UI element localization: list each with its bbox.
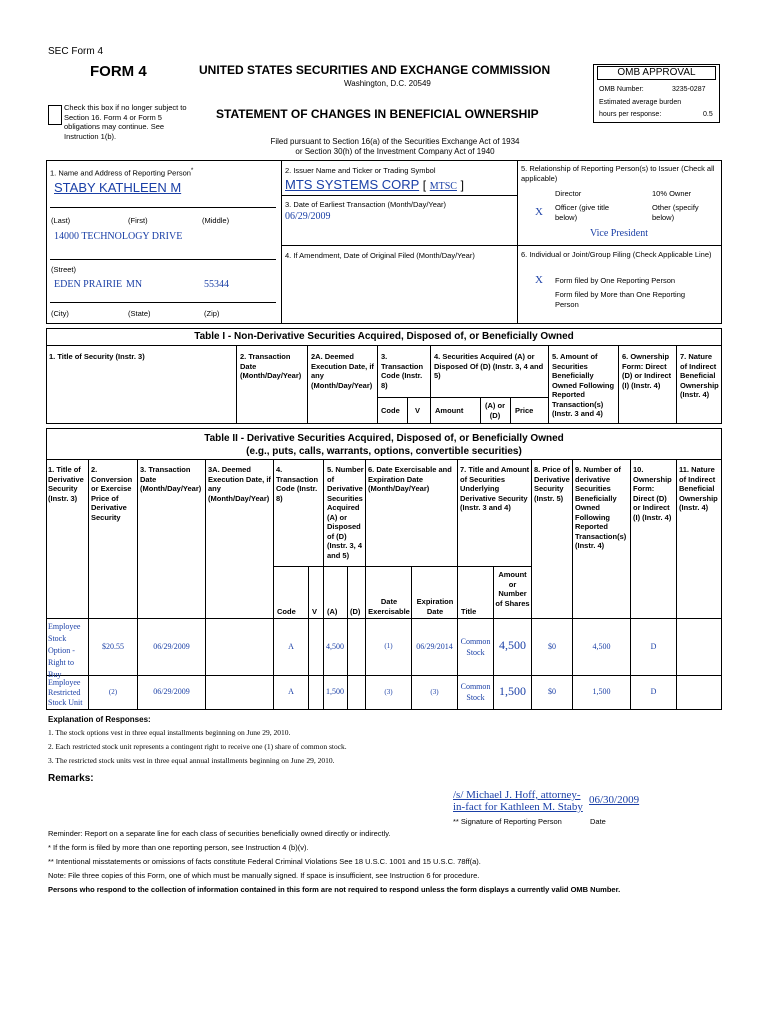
table2-title: Table II - Derivative Securities Acquired, Disposed of, or Beneficially Owned <box>204 433 564 444</box>
filed-pursuant-line2: or Section 30(h) of the Investment Company Act of 1940 <box>295 147 495 156</box>
agency-location: Washington, D.C. 20549 <box>344 79 431 88</box>
table-row-2-exercisable: (3) <box>384 688 393 696</box>
table-row-2-underlying-title: Common Stock <box>460 682 491 702</box>
t2-h3a: 3A. Deemed Execution Date, if any (Month/Day/Year) <box>208 465 271 503</box>
officer-option: Officer (give title below) <box>555 203 610 222</box>
table-row-1-date: 06/29/2009 <box>153 642 190 651</box>
table-row-1-exercisable: (1) <box>384 642 393 650</box>
one-person-option: Form filed by One Reporting Person <box>555 276 676 285</box>
issuer-line: MTS SYSTEMS CORP [ MTSC ] <box>285 177 464 192</box>
t1-h4: 4. Securities Acquired (A) or Disposed Of (D) (Instr. 3, 4 and 5) <box>434 352 544 380</box>
zip-label: (Zip) <box>204 309 220 318</box>
table-row-1-title: Employee Stock Option - Right to Buy <box>48 622 81 679</box>
table-row-2-underlying-amount: 1,500 <box>499 684 526 698</box>
earliest-transaction-date: 06/29/2009 <box>285 211 331 222</box>
box1-label: 1. Name and Address of Reporting Person* <box>50 167 194 178</box>
ten-percent-owner-option: 10% Owner <box>652 189 692 198</box>
t2-h7: 7. Title and Amount of Securities Underlying Derivative Security (Instr. 3 and 4) <box>460 465 530 512</box>
table-row-2-price: (2) <box>108 688 118 696</box>
filed-pursuant-line1: Filed pursuant to Section 16(a) of the Securities Exchange Act of 1934 <box>270 137 520 146</box>
last-label: (Last) <box>51 216 71 225</box>
omb-title: OMB APPROVAL <box>617 67 696 78</box>
table2-subtitle: (e.g., puts, calls, warrants, options, convertible securities) <box>246 446 522 457</box>
table-row-2-owned: 1,500 <box>592 687 611 696</box>
t2-h5: 5. Number of Derivative Securities Acquired (A) or Disposed of (D) (Instr. 3, 4 and 5) <box>327 465 364 560</box>
t1-v: V <box>415 406 421 415</box>
omb-number-label: OMB Number: <box>599 86 644 93</box>
signature-line1: /s/ Michael J. Hoff, attorney- <box>453 789 581 801</box>
t2-h4: 4. Transaction Code (Instr. 8) <box>276 465 319 503</box>
signature-label: ** Signature of Reporting Person <box>453 817 562 826</box>
box2-label: 2. Issuer Name and Ticker or Trading Symbol <box>285 166 436 175</box>
t2-h8: 8. Price of Derivative Security (Instr. 5) <box>534 465 570 503</box>
first-label: (First) <box>128 216 148 225</box>
table-row-1-underlying-title: Common Stock <box>460 637 491 657</box>
city-value: EDEN PRAIRIE <box>54 279 123 290</box>
box5-label: 5. Relationship of Reporting Person(s) to Issuer (Check all applicable) <box>521 164 715 183</box>
sec-form-label: SEC Form 4 <box>48 46 104 57</box>
t2-a: (A) <box>327 607 338 616</box>
t1-h2a: 2A. Deemed Execution Date, if any (Month/Day/Year) <box>311 352 374 390</box>
remarks-title: Remarks: <box>48 773 94 784</box>
t2-h1: 1. Title of Derivative Security (Instr. 3) <box>48 465 84 503</box>
officer-check-mark[interactable]: X <box>535 206 543 218</box>
t2-amount-shares: Amount or Number of Shares <box>495 570 530 608</box>
t1-aord: (A) or (D) <box>485 401 505 420</box>
omb-burden-label: Estimated average burden <box>599 99 682 106</box>
table-row-2-amount: 1,500 <box>326 687 344 696</box>
zip-value: 55344 <box>204 279 229 290</box>
t2-h2: 2. Conversion or Exercise Price of Derivative Security <box>91 465 133 522</box>
date-label: Date <box>590 817 606 826</box>
city-label: (City) <box>51 309 69 318</box>
t2-h9: 9. Number of derivative Securities Beneficially Owned Following Reported Transaction(s) (Instr. 4) <box>575 465 627 550</box>
t2-title-col: Title <box>461 607 477 616</box>
footer-note-4: Persons who respond to the collection of information contained in this form are not required to respond unless the form displays a currently valid OMB Number. <box>48 885 621 894</box>
table-row-2-date: 06/29/2009 <box>153 687 190 696</box>
explanation-title: Explanation of Responses: <box>48 715 151 724</box>
t2-h10: 10. Ownership Form: Direct (D) or Indirect (I) (Instr. 4) <box>633 465 672 522</box>
table-row-1-form: D <box>650 642 657 651</box>
t2-d: (D) <box>350 607 361 616</box>
multi-person-option: Form filed by More than One Reporting Person <box>555 290 686 309</box>
table-row-1-code: A <box>288 642 294 651</box>
t2-code: Code <box>277 607 296 616</box>
box3-label: 3. Date of Earliest Transaction (Month/Day/Year) <box>285 200 447 209</box>
state-label: (State) <box>128 309 151 318</box>
t2-date-exercisable: Date Exercisable <box>368 597 410 616</box>
t1-h2: 2. Transaction Date (Month/Day/Year) <box>240 352 302 380</box>
no-longer-subject-checkbox[interactable] <box>48 105 62 125</box>
signature-line2: in-fact for Kathleen M. Staby <box>453 801 583 813</box>
table-row-1-expiration: 06/29/2014 <box>416 642 453 651</box>
table-row-2-form: D <box>650 687 657 696</box>
table1-title: Table I - Non-Derivative Securities Acquired, Disposed of, or Beneficially Owned <box>194 331 574 342</box>
t1-h7: 7. Nature of Indirect Beneficial Ownership (Instr. 4) <box>680 352 719 399</box>
table-row-1-owned: 4,500 <box>592 642 611 651</box>
table-row-2-expiration: (3) <box>430 688 439 696</box>
t1-h1: 1. Title of Security (Instr. 3) <box>49 352 145 361</box>
table-row-1-underlying-amount: 4,500 <box>499 638 526 652</box>
director-option: Director <box>555 189 582 198</box>
explanation-note-3: 3. The restricted stock units vest in three equal annual installments beginning on June 29, 2010. <box>48 756 335 765</box>
table-row-1-amount: 4,500 <box>326 642 344 651</box>
issuer-name[interactable]: MTS SYSTEMS CORP <box>285 177 420 192</box>
t1-h3: 3. Transaction Code (Instr. 8) <box>381 352 424 390</box>
statement-title: STATEMENT OF CHANGES IN BENEFICIAL OWNERSHIP <box>216 107 539 121</box>
t1-code: Code <box>381 406 400 415</box>
t2-expiration: Expiration Date <box>416 597 454 616</box>
explanation-note-1: 1. The stock options vest in three equal installments beginning on June 29, 2010. <box>48 728 291 737</box>
box4-label: 4. If Amendment, Date of Original Filed (Month/Day/Year) <box>285 251 475 260</box>
middle-label: (Middle) <box>202 216 230 225</box>
t1-h5: 5. Amount of Securities Beneficially Owned Following Reported Transaction(s) (Instr. 3 and 4) <box>552 352 615 418</box>
officer-title: Vice President <box>590 228 648 239</box>
signature-date: 06/30/2009 <box>589 794 640 806</box>
form-title: FORM 4 <box>90 63 147 80</box>
box6-label: 6. Individual or Joint/Group Filing (Check Applicable Line) <box>521 250 712 259</box>
t1-h6: 6. Ownership Form: Direct (D) or Indirect (I) (Instr. 4) <box>622 352 672 390</box>
footer-note-3: Note: File three copies of this Form, one of which must be manually signed. If space is insufficient, see Instruction 6 for procedure. <box>48 871 480 880</box>
agency-name: UNITED STATES SECURITIES AND EXCHANGE COMMISSION <box>199 63 551 77</box>
street-value: 14000 TECHNOLOGY DRIVE <box>54 231 183 242</box>
t1-amount: Amount <box>435 406 464 415</box>
state-value: MN <box>126 279 143 290</box>
reporting-person-name[interactable]: STABY KATHLEEN M <box>54 180 182 195</box>
table-row-2-code: A <box>288 687 294 696</box>
ticker-symbol[interactable]: MTSC <box>429 181 457 192</box>
t2-v: V <box>312 607 318 616</box>
table-row-2-derivative-price: $0 <box>548 687 556 696</box>
table-row-1-derivative-price: $0 <box>548 642 556 651</box>
explanation-note-2: 2. Each restricted stock unit represents a contingent right to receive one (1) share of common stock. <box>48 742 347 751</box>
checkbox-text: Check this box if no longer subject to Section 16. Form 4 or Form 5 obligations may continue. See Instruction 1(b). <box>64 103 187 141</box>
t2-h11: 11. Nature of Indirect Beneficial Ownership (Instr. 4) <box>679 465 718 512</box>
omb-hours-value: 0.5 <box>703 111 713 118</box>
t2-h6: 6. Date Exercisable and Expiration Date (Month/Day/Year) <box>368 465 452 493</box>
t1-price: Price <box>515 406 534 415</box>
omb-number-value: 3235-0287 <box>672 86 706 93</box>
t2-h3: 3. Transaction Date (Month/Day/Year) <box>140 465 202 493</box>
table-row-1-price: $20.55 <box>102 642 124 651</box>
other-option: Other (specify below) <box>652 203 699 222</box>
street-label: (Street) <box>51 265 77 274</box>
one-person-check-mark[interactable]: X <box>535 274 543 286</box>
omb-hours-label: hours per response: <box>599 111 662 118</box>
footer-note-1: * If the form is filed by more than one reporting person, see Instruction 4 (b)(v). <box>48 843 309 852</box>
table-row-2-title: Employee Restricted Stock Unit <box>48 678 83 707</box>
footer-note-2: ** Intentional misstatements or omissions of facts constitute Federal Criminal Violations See 18 U.S.C. 1001 and 15 U.S.C. 78ff(a). <box>48 857 481 866</box>
footer-reminder: Reminder: Report on a separate line for each class of securities beneficially owned directly or indirectly. <box>48 829 391 838</box>
